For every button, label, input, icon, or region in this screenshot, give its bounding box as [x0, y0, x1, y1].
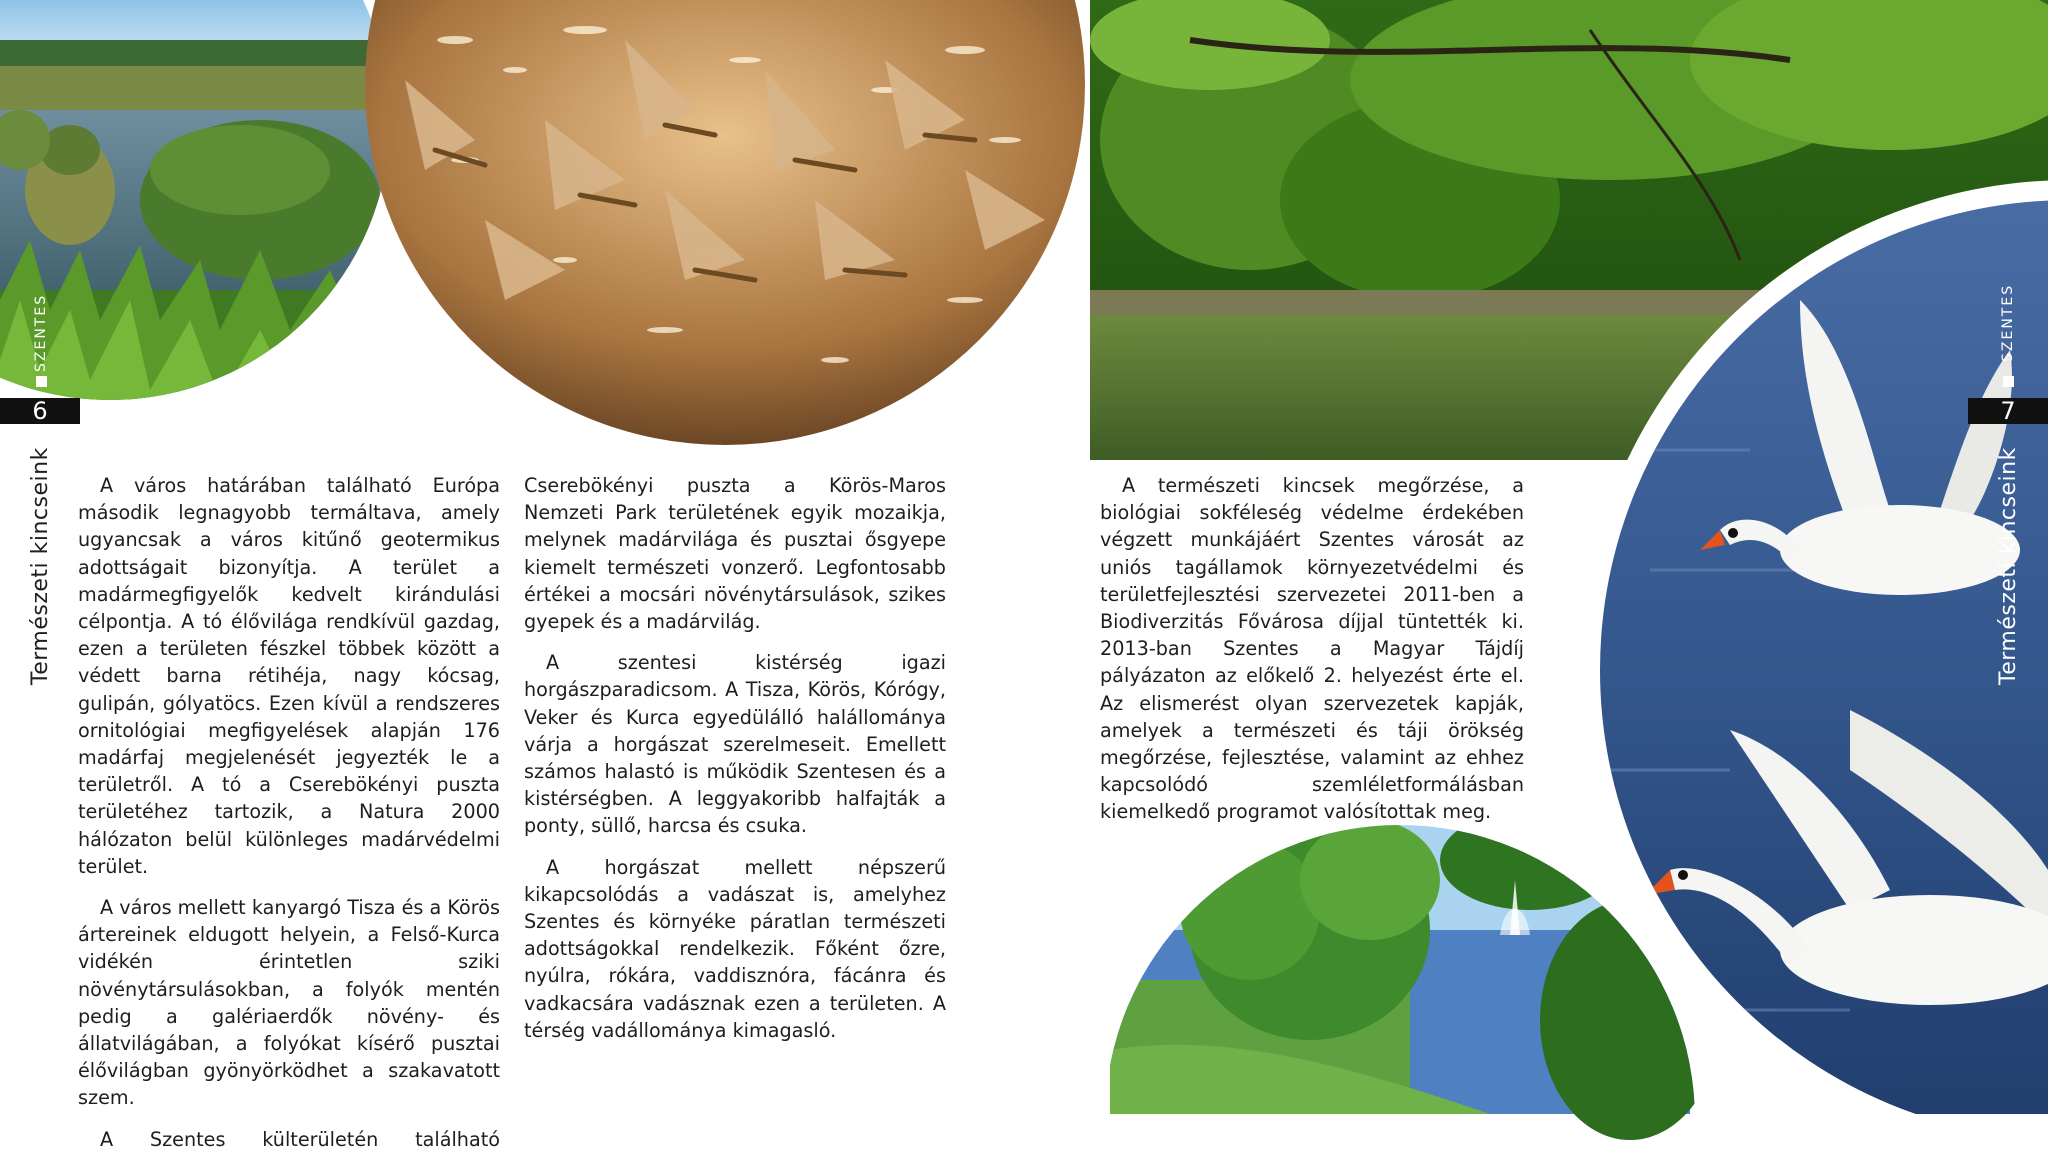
- paragraph: A horgászat mellett népszerű kikapcsolódás a vadászat is, amelyhez Szentes és környéke páratlan természeti adottságokkal rendelkezik. Főként őzre, nyúlra, rókára, vaddisznóra, fácánra és vadkacsára vadásznak ezen a területen. A térség vadállománya kimagasló.: [524, 855, 946, 1042]
- right-running-head: SZENTES: [2000, 283, 2016, 362]
- left-running-head-marker: [36, 376, 47, 387]
- left-column-2: [524, 472, 946, 1058]
- right-running-head-marker: [2003, 376, 2014, 387]
- right-column: [1100, 472, 1524, 840]
- marsh-reeds-photo: [0, 0, 420, 460]
- left-section-title: Természeti kincseink: [28, 447, 53, 685]
- paragraph: A Szentes külterületén található: [100, 1127, 500, 1151]
- paragraph: A város határában található Európa második legnagyobb termáltava, amely ugyancsak a város kitűnő geotermikus adottságait bizonyítja. A terület a madármegfigyelők kedvelt kirándulási célpontja. A tó élővilága rendkívül gazdag, ezen a területen fészkel többek között a védett barna rétihéja, nagy kócsag, gulipán, gólyatöcs. Ezen kívül a rendszeres ornitológiai megfigyelések alapján 176 madárfaj megjelenését jegyezték le a területről. A tó a Cserebökényi puszta területéhez tartozik, a Natura 2000 hálózaton belül különleges madárvédelmi terület.: [78, 474, 500, 878]
- left-running-head: SZENTES: [33, 293, 49, 372]
- left-page-number: 6: [0, 398, 80, 424]
- paragraph: A város mellett kanyargó Tisza és a Körös ártereinek eldugott helyein, a Felső-Kurca vidékén érintetlen sziki növénytársulásokban, a folyók mentén pedig a galériaerdők növény- és állatvilágában, a folyókat kísérő pusztai élővilágban gyönyörködhet a szakavatott szem.: [78, 896, 500, 1110]
- park-fountain-photo: [1110, 820, 1690, 1114]
- paragraph: A szentesi kistérség igazi horgászparadicsom. A Tisza, Körös, Kórógy, Veker és Kurca egyedülálló halállománya várja a horgászat szerelmeseit. Emellett számos halastó is működik Szentesen és a kistérségben. A leggyakoribb halfajták a ponty, süllő, harcsa és csuka.: [524, 651, 946, 838]
- left-column-1: [78, 472, 500, 1167]
- paragraph: Cserebökényi puszta a Körös-Maros Nemzeti Park területének egyik mozaikja, melynek madárvilága és pusztai ősgyepe kiemelt természeti vonzerő. Legfontosabb értékei a mocsári növénytársulások, szikes gyepek és a madárvilág.: [524, 474, 946, 634]
- right-page-number: 7: [1968, 398, 2048, 424]
- paragraph: A természeti kincsek megőrzése, a biológiai sokféleség védelme érdekében végzett munkájáért Szentes városát az uniós tagállamok környezetvédelmi és területfejlesztési szervezetei 2011-ben a Biodiverzitás Fővárosa díjjal tüntették ki. 2013-ban Szentes a Magyar Tájdíj pályázaton az előkelő 2. helyezést érte el. Az elismerést olyan szervezetek kapják, amelyek a természeti és táji örökség megőrzése, fejlesztése, valamint az ehhez kapcsolódó szemléletformálásban kiemelkedő programot valósítottak meg.: [1100, 474, 1524, 824]
- right-section-title: Természeti kincseink: [1996, 447, 2021, 685]
- mayflies-photo: [365, 0, 1085, 450]
